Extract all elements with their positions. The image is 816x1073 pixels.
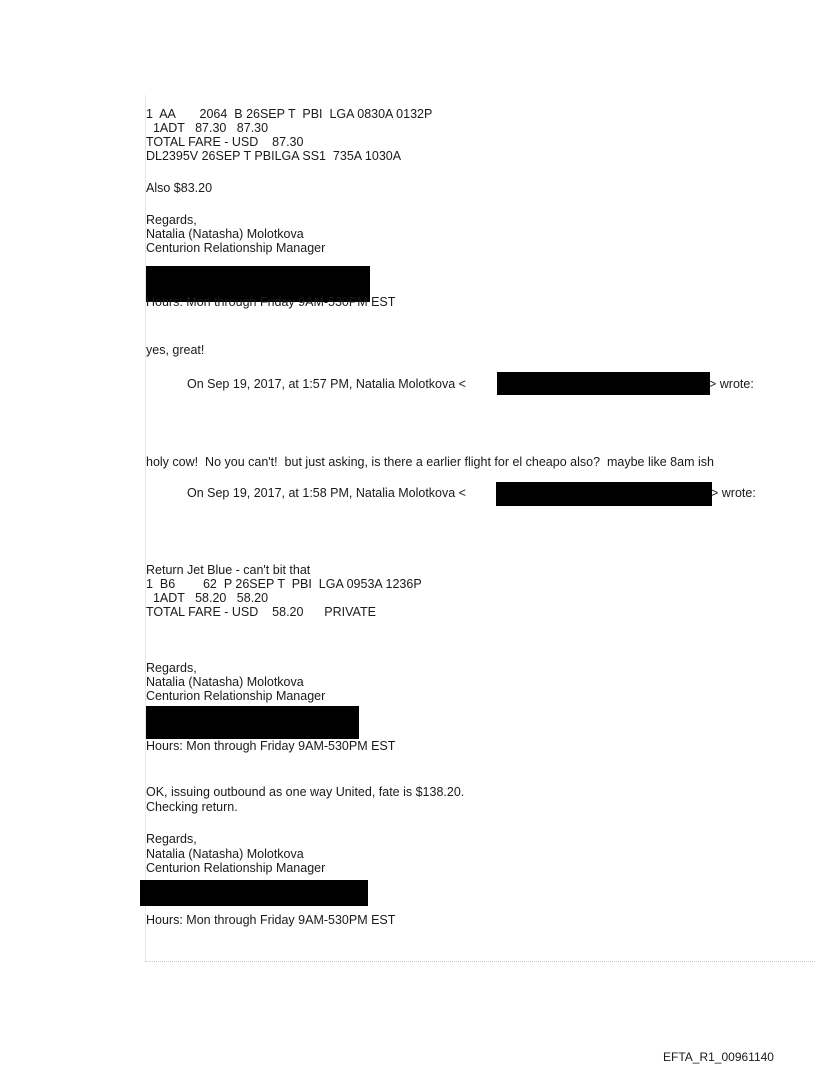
email-body-frame <box>145 95 816 962</box>
redaction-box <box>146 706 359 739</box>
fare-line-aa: 1 AA 2064 B 26SEP T PBI LGA 0830A 0132P <box>146 107 433 121</box>
redaction-box <box>497 372 710 395</box>
quote-header-suffix: > wrote: <box>709 377 754 391</box>
message-text: OK, issuing outbound as one way United, fate is $138.20. <box>146 785 465 799</box>
message-text: holy cow! No you can't! but just asking, is there a earlier flight for el cheapo also? maybe like 8am ish <box>146 455 714 469</box>
signature-closing: Regards, <box>146 832 197 846</box>
quote-header-prefix: On Sep 19, 2017, at 1:58 PM, Natalia Molotkova < <box>187 486 466 500</box>
signature-hours: Hours: Mon through Friday 9AM-530PM EST <box>146 913 396 927</box>
fare-line-adt: 1ADT 87.30 87.30 <box>146 121 269 135</box>
signature-name: Natalia (Natasha) Molotkova <box>146 227 304 241</box>
fare-line-total: TOTAL FARE - USD 58.20 PRIVATE <box>146 605 376 619</box>
signature-name: Natalia (Natasha) Molotkova <box>146 847 304 861</box>
quote-header-prefix: On Sep 19, 2017, at 1:57 PM, Natalia Molotkova < <box>187 377 466 391</box>
signature-closing: Regards, <box>146 661 197 675</box>
document-id: EFTA_R1_00961140 <box>663 1050 774 1064</box>
message-text: Checking return. <box>146 800 238 814</box>
signature-name: Natalia (Natasha) Molotkova <box>146 675 304 689</box>
signature-hours: Hours: Mon through Friday 9AM-530PM EST <box>146 739 396 753</box>
fare-line-dl: DL2395V 26SEP T PBILGA SS1 735A 1030A <box>146 149 402 163</box>
fare-line-adt: 1ADT 58.20 58.20 <box>146 591 269 605</box>
signature-title: Centurion Relationship Manager <box>146 241 326 255</box>
fare-line-b6: 1 B6 62 P 26SEP T PBI LGA 0953A 1236P <box>146 577 422 591</box>
signature-title: Centurion Relationship Manager <box>146 689 326 703</box>
signature-title: Centurion Relationship Manager <box>146 861 326 875</box>
fare-line-total: TOTAL FARE - USD 87.30 <box>146 135 304 149</box>
reply-text: yes, great! <box>146 343 205 357</box>
redaction-box <box>496 482 712 506</box>
signature-closing: Regards, <box>146 213 197 227</box>
signature-hours: Hours: Mon through Friday 9AM-530PM EST <box>146 295 396 309</box>
redaction-box <box>140 880 368 906</box>
also-price-text: Also $83.20 <box>146 181 213 195</box>
return-note: Return Jet Blue - can't bit that <box>146 563 311 577</box>
quote-header-suffix: > wrote: <box>711 486 756 500</box>
